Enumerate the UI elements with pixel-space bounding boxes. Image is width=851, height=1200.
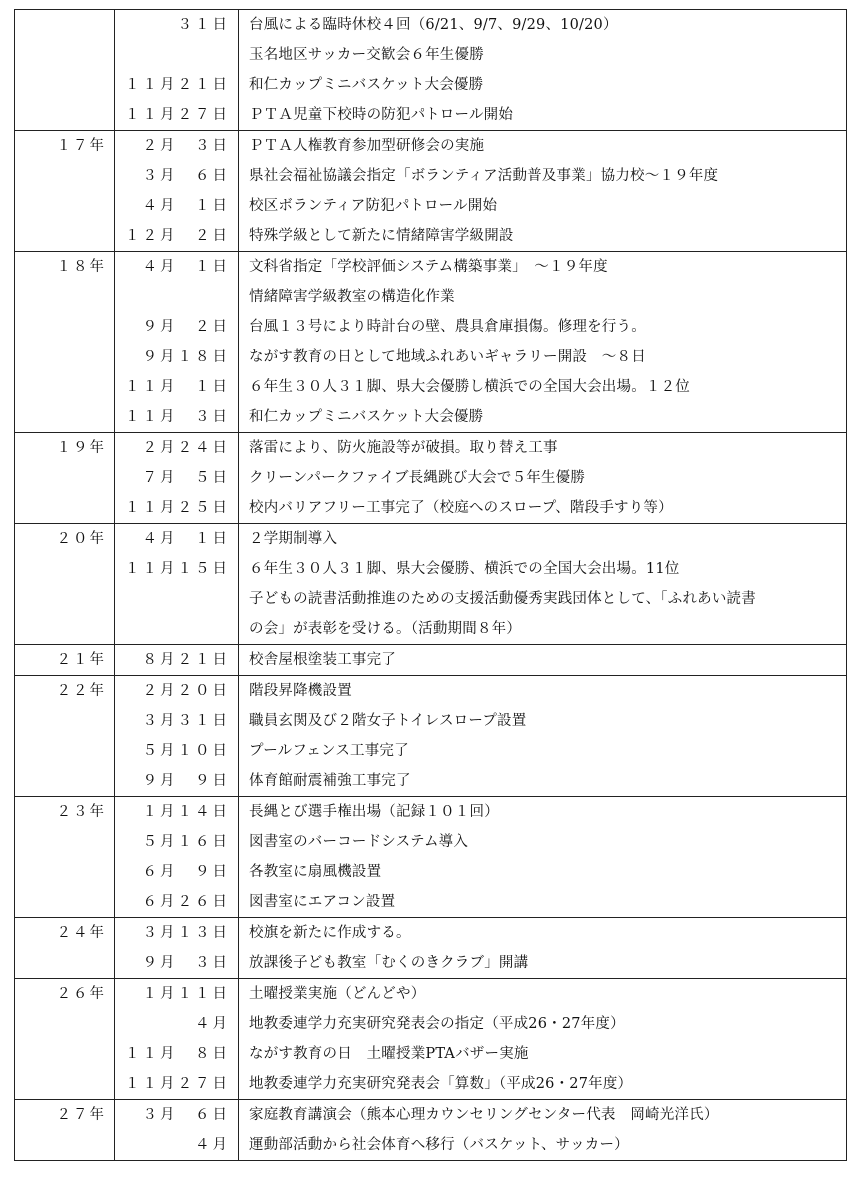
event-cell: 放課後子ども教室「むくのきクラブ」開講 [239,948,847,979]
year-cell [15,1009,115,1039]
date-cell [115,584,239,614]
event-cell: の会」が表彰を受ける。（活動期間８年） [239,614,847,645]
date-cell: １２月 ２日 [115,221,239,252]
year-cell: ２１年 [15,645,115,676]
table-row [15,70,847,100]
year-cell [15,100,115,131]
year-cell [15,221,115,252]
table-row [15,372,847,402]
year-cell [15,887,115,918]
table-row [15,312,847,342]
event-cell: ＰＴＡ人権教育参加型研修会の実施 [239,131,847,162]
year-cell: ２３年 [15,797,115,828]
year-cell: ２４年 [15,918,115,949]
year-cell [15,40,115,70]
table-row [15,282,847,312]
event-cell: 校旗を新たに作成する。 [239,918,847,949]
year-cell [15,736,115,766]
date-cell: １１月２７日 [115,100,239,131]
event-cell: 地教委連学力充実研究発表会の指定（平成26・27年度） [239,1009,847,1039]
year-cell [15,282,115,312]
date-cell: ５月１０日 [115,736,239,766]
date-cell: １１月１５日 [115,554,239,584]
date-cell: １１月 １日 [115,372,239,402]
table-row [15,584,847,614]
table-row [15,221,847,252]
table-row [15,100,847,131]
table-row [15,766,847,797]
year-cell [15,70,115,100]
event-cell: 長縄とび選手権出場（記録１０１回） [239,797,847,828]
date-cell: ４月 １日 [115,252,239,283]
year-cell [15,342,115,372]
event-cell: 台風による臨時休校４回（6/21、9/7、9/29、10/20） [239,10,847,41]
event-cell: ながす教育の日 土曜授業PTAバザー実施 [239,1039,847,1069]
year-cell [15,584,115,614]
event-cell: 落雷により、防火施設等が破損。取り替え工事 [239,433,847,464]
date-cell [115,40,239,70]
event-cell: ながす教育の日として地域ふれあいギャラリー開設 ～８日 [239,342,847,372]
date-cell: ９月 ９日 [115,766,239,797]
event-cell: 職員玄関及び２階女子トイレスロープ設置 [239,706,847,736]
table-row [15,1069,847,1100]
year-cell [15,191,115,221]
table-row [15,979,847,1010]
event-cell: ６年生３０人３１脚、県大会優勝、横浜での全国大会出場。11位 [239,554,847,584]
year-cell [15,706,115,736]
table-row [15,1039,847,1069]
event-cell: 校区ボランティア防犯パトロール開始 [239,191,847,221]
table-row [15,131,847,162]
date-cell [115,614,239,645]
date-cell: １１月２７日 [115,1069,239,1100]
table-row [15,918,847,949]
table-row [15,524,847,555]
table-row [15,1009,847,1039]
date-cell: ４月 [115,1130,239,1161]
year-cell [15,614,115,645]
event-cell: 県社会福祉協議会指定「ボランティア活動普及事業」協力校～１９年度 [239,161,847,191]
date-cell: ２月 ３日 [115,131,239,162]
table-row [15,676,847,707]
year-cell: １９年 [15,433,115,464]
table-row [15,948,847,979]
date-cell: １１月 ８日 [115,1039,239,1069]
event-cell: クリーンパークファイブ長縄跳び大会で５年生優勝 [239,463,847,493]
date-cell: ５月１６日 [115,827,239,857]
year-cell [15,948,115,979]
year-cell: ２７年 [15,1100,115,1131]
event-cell: 情緒障害学級教室の構造化作業 [239,282,847,312]
year-cell [15,493,115,524]
table-row [15,433,847,464]
event-cell: 各教室に扇風機設置 [239,857,847,887]
date-cell: １１月 ３日 [115,402,239,433]
event-cell: 土曜授業実施（どんどや） [239,979,847,1010]
table-row [15,554,847,584]
event-cell: 図書室にエアコン設置 [239,887,847,918]
event-cell: プールフェンス工事完了 [239,736,847,766]
event-cell: 運動部活動から社会体育へ移行（バスケット、サッカー） [239,1130,847,1161]
event-cell: ＰＴＡ児童下校時の防犯パトロール開始 [239,100,847,131]
date-cell: １１月２１日 [115,70,239,100]
table-row [15,614,847,645]
year-cell: １８年 [15,252,115,283]
table-row [15,463,847,493]
event-cell: 特殊学級として新たに情緒障害学級開設 [239,221,847,252]
year-cell [15,554,115,584]
date-cell: ４月 １日 [115,524,239,555]
date-cell: ９月 ２日 [115,312,239,342]
table-row [15,797,847,828]
table-row [15,10,847,41]
date-cell: ３１日 [115,10,239,41]
table-row [15,402,847,433]
table-row [15,645,847,676]
date-cell: １月１１日 [115,979,239,1010]
date-cell: ３月 ６日 [115,161,239,191]
event-cell: ２学期制導入 [239,524,847,555]
date-cell: ４月 [115,1009,239,1039]
table-row [15,887,847,918]
date-cell: ６月２６日 [115,887,239,918]
event-cell: ６年生３０人３１脚、県大会優勝し横浜での全国大会出場。１２位 [239,372,847,402]
date-cell: ４月 １日 [115,191,239,221]
event-cell: 図書室のバーコードシステム導入 [239,827,847,857]
event-cell: 階段昇降機設置 [239,676,847,707]
table-row [15,1100,847,1131]
event-cell: 体育館耐震補強工事完了 [239,766,847,797]
year-cell [15,766,115,797]
event-cell: 地教委連学力充実研究発表会「算数」（平成26・27年度） [239,1069,847,1100]
year-cell [15,372,115,402]
date-cell: ８月２１日 [115,645,239,676]
table-row [15,40,847,70]
history-table-body [15,10,847,1161]
year-cell [15,10,115,41]
event-cell: 玉名地区サッカー交歓会６年生優勝 [239,40,847,70]
date-cell: ３月１３日 [115,918,239,949]
date-cell [115,282,239,312]
event-cell: 和仁カップミニバスケット大会優勝 [239,402,847,433]
table-row [15,857,847,887]
year-cell: ２６年 [15,979,115,1010]
year-cell [15,1039,115,1069]
year-cell: ２２年 [15,676,115,707]
event-cell: 和仁カップミニバスケット大会優勝 [239,70,847,100]
year-cell [15,1130,115,1161]
year-cell [15,827,115,857]
table-row [15,493,847,524]
event-cell: 文科省指定「学校評価システム構築事業」 ～１９年度 [239,252,847,283]
date-cell: ３月３１日 [115,706,239,736]
date-cell: ９月 ３日 [115,948,239,979]
history-table [14,9,847,1161]
date-cell: ９月１８日 [115,342,239,372]
date-cell: １１月２５日 [115,493,239,524]
year-cell [15,161,115,191]
table-row [15,191,847,221]
year-cell [15,402,115,433]
date-cell: ７月 ５日 [115,463,239,493]
year-cell [15,312,115,342]
date-cell: ３月 ６日 [115,1100,239,1131]
table-row [15,161,847,191]
event-cell: 台風１３号により時計台の壁、農具倉庫損傷。修理を行う。 [239,312,847,342]
year-cell [15,463,115,493]
date-cell: ２月２０日 [115,676,239,707]
table-row [15,827,847,857]
year-cell [15,857,115,887]
event-cell: 校内バリアフリー工事完了（校庭へのスロープ、階段手すり等） [239,493,847,524]
event-cell: 子どもの読書活動推進のための支援活動優秀実践団体として、「ふれあい読書 [239,584,847,614]
event-cell: 家庭教育講演会（熊本心理カウンセリングセンター代表 岡崎光洋氏） [239,1100,847,1131]
table-row [15,736,847,766]
table-row [15,342,847,372]
year-cell: １７年 [15,131,115,162]
table-row [15,252,847,283]
year-cell [15,1069,115,1100]
year-cell: ２０年 [15,524,115,555]
table-row [15,1130,847,1161]
event-cell: 校舎屋根塗装工事完了 [239,645,847,676]
date-cell: ６月 ９日 [115,857,239,887]
table-row [15,706,847,736]
date-cell: １月１４日 [115,797,239,828]
date-cell: ２月２４日 [115,433,239,464]
